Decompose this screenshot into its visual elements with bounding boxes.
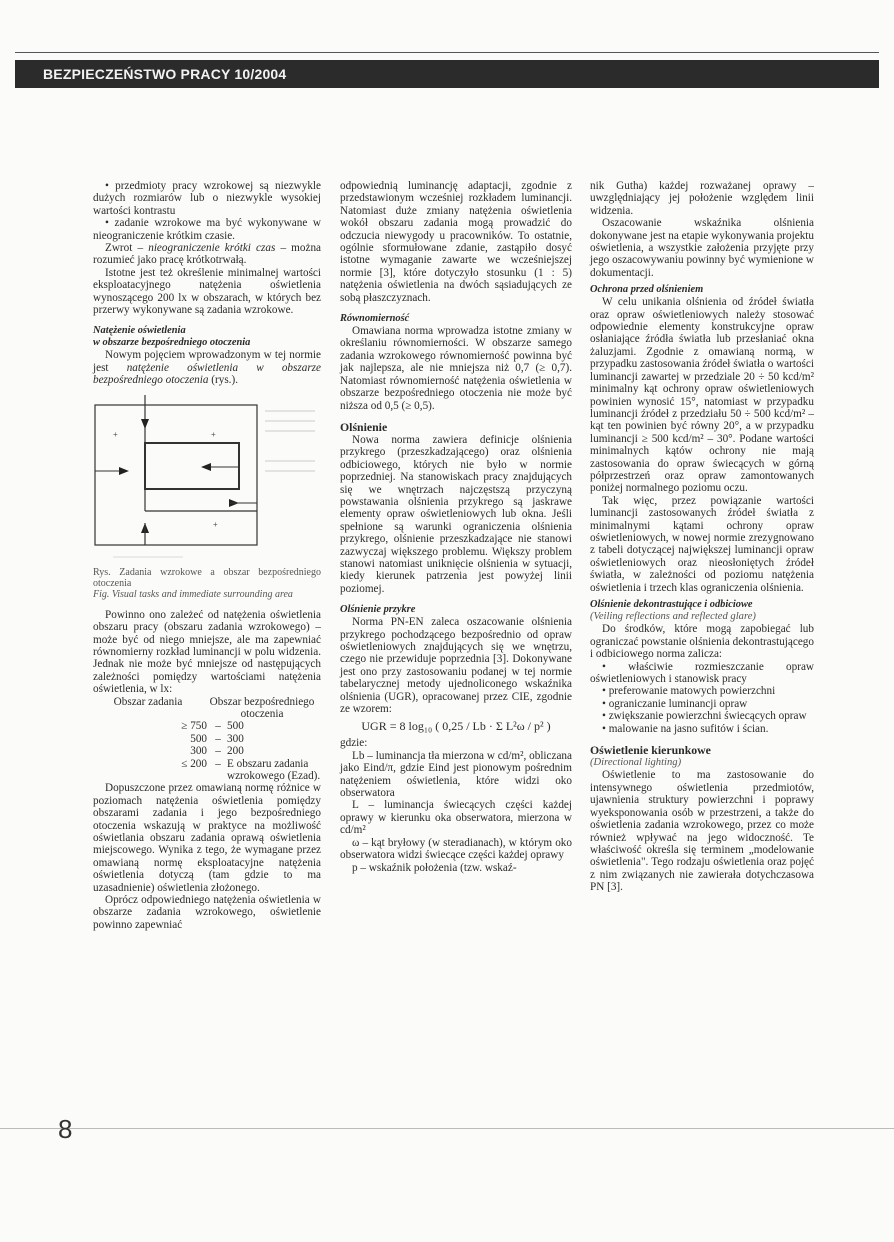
- paragraph: Powinno ono zależeć od natężenia oświetlenia obszaru pracy (obszaru zadania wzrokowego) – może być od niego mniejsze, ale ma zapewniać równomierny rozkład luminancji w polu widzenia. Jednak nie może być mniejsze od następujących zależności pomiędzy wartościami natężenia oświetlenia, w lx:: [93, 608, 321, 696]
- figure-diagram: [93, 391, 321, 561]
- italic-text: natężenie oświetlenia w obszarze bezpośredniego otoczenia: [93, 361, 321, 387]
- section-heading: Olśnienie: [340, 419, 388, 434]
- text: – można rozumieć jako pracę krótkotrwałą.: [93, 242, 321, 267]
- paragraph: gdzie:: [340, 737, 368, 750]
- paragraph: [93, 242, 321, 267]
- section-heading: w obszarze bezpośredniego otoczenia: [93, 337, 251, 349]
- list-item: • malowanie na jasno sufitów i ścian.: [602, 722, 769, 735]
- paragraph: • przedmioty pracy wzrokowej są niezwykle dużych rozmiarów lub o niezwykle wysokiej wartości kontrastu: [93, 180, 321, 217]
- svg-text:+: +: [211, 429, 216, 439]
- column-1: [93, 180, 321, 931]
- table-cell: ≥ 750: [181, 720, 207, 733]
- figure-caption: Rys. Zadania wzrokowe a obszar bezpośredniego otoczenia: [93, 566, 321, 589]
- table-cell: –: [215, 732, 221, 745]
- table-cell: –: [215, 720, 221, 733]
- table-cell: –: [215, 745, 221, 758]
- paragraph: • zadanie wzrokowe ma być wykonywane w nieograniczenie krótkim czasie.: [93, 217, 321, 242]
- section-heading: Olśnienie dekontrastujące i odbiciowe: [590, 599, 753, 610]
- table-row: [93, 745, 321, 757]
- paragraph: Nowa norma zawiera definicje olśnienia przykrego (przeszkadzającego) oraz olśnienia odbiciowego, których nie było w normie poprzedniej. Na stanowiskach pracy znajdujących się we wnętrzach najczęstszą przyczyną powstawania olśnienia przykrego są jaskrawe elementy opraw oświetleniowych lub okna. Jeśli spełnione są warunki ograniczenia olśnienia przykrego, olśnienie przeszkadzające nie stanowi zazwyczaj większego problemu. Większy problem stanowi natomiast uniknięcie olśnienia w sytuacji, kiedy kierunek patrzenia jest powyżej linii poziomej.: [340, 433, 572, 595]
- list-item: • właściwie rozmieszczanie opraw oświetleniowych i stanowisk pracy: [590, 660, 814, 686]
- paragraph: Lb – luminancja tła mierzona w cd/m², obliczana jako Eind/π, gdzie Eind jest pionowym pośrednim natężeniem oświetlenia, które widzi oko obserwatora: [340, 749, 572, 800]
- list-item: • preferowanie matowych powierzchni: [602, 685, 776, 698]
- table-cell: 500: [190, 732, 207, 745]
- section-heading: Olśnienie przykre: [340, 604, 416, 616]
- table-body: [93, 720, 321, 782]
- text: Nowym pojęciem wprowadzonym w tej normie jest: [93, 349, 321, 374]
- section-heading: Oświetlenie kierunkowe: [590, 743, 711, 758]
- top-rule: [15, 52, 879, 53]
- paragraph: W celu unikania olśnienia od źródeł światła oraz opraw oświetleniowych należy stosować odpowiednie elementy konstrukcyjne opraw osłaniające źródła światła lub przesłaniać okna żaluzjami. Zgodnie z omawianą normą, w przypadku zastosowania źródeł światła o wartości luminancji zawartej w przedziale 20 ÷ 50 kcd/m² minimalny kąt ochrony opraw oświetleniowych powinien wynosić 15°, natomiast w przypadku luminancji źródeł z przedziału 50 ÷ 500 kcd/m² – kąt ten powinien być równy 20°, a w przypadku luminancji ≥ 500 kcd/m² – 30°. Podane wartości minimalnych kątów ochrony nie mają zastosowania do opraw świecących w górną półprzestrzeń oraz opraw zamontowanych poniżej normalnego poziomu oczu.: [590, 296, 814, 495]
- paragraph: odpowiednią luminancję adaptacji, zgodnie z przedstawionym wcześniej rozkładem luminancji. Natomiast duże zmiany natężenia oświetlenia wokół obszaru zadania mogą prowadzić do odczucia niewygody u pracowników. To ostatnie, ogólnie sformułowane zdanie, zastąpiło dosyć istotne wymaganie zawarte we wcześniejszej normie [3], które dotyczyło stosunku (1 : 5) natężenia oświetlenia na dwóch sąsiadujących ze sobą płaszczyznach.: [340, 180, 572, 304]
- section-heading: Natężenie oświetlenia: [93, 325, 186, 337]
- section-heading: Równomierność: [340, 313, 410, 325]
- table-cell: –: [215, 757, 221, 770]
- paragraph: Do środków, które mogą zapobiegać lub ograniczać powstanie olśnienia dekontrastującego i odbiciowego norma zalicza:: [590, 623, 814, 661]
- table-header-cell: Obszar bezpośredniego otoczenia: [209, 695, 315, 720]
- table-header-cell: Obszar zadania: [113, 695, 183, 708]
- table-cell: ≤ 200: [181, 757, 207, 770]
- paragraph: ω – kąt bryłowy (w steradianach), w którym oko obserwatora widzi świecące części każdej oprawy: [340, 836, 572, 862]
- paragraph: L – luminancja świecących części każdej oprawy w kierunku oka obserwatora, mierzona w cd/m²: [340, 799, 572, 837]
- figure-caption-english: Fig. Visual tasks and immediate surrounding area: [93, 588, 293, 600]
- paragraph: Omawiana norma wprowadza istotne zmiany w określaniu równomierności. W obszarze samego zadania wzrokowego równomierność powinna być jak najlepsza, ale nie mniejsza niż 0,7 (≥ 0,7). Natomiast równomierność natężenia oświetlenia w obszarze bezpośredniego otoczenia nie może być niższa od 0,5 (≥ 0,5).: [340, 325, 572, 412]
- table-cell: 500: [227, 720, 244, 733]
- journal-header: [15, 60, 879, 88]
- table-cell: 300: [227, 732, 244, 745]
- footer-rule: [0, 1128, 894, 1129]
- journal-title: BEZPIECZEŃSTWO PRACY 10/2004: [43, 66, 287, 82]
- paragraph: Dopuszczone przez omawianą normę różnice w poziomach natężenia oświetlenia pomiędzy obszarami zadania i jego bezpośredniego otoczenia wskazują w praktyce na możliwość oświetlania obszaru zadania oprawą oświetlenia miejscowego. Wynika z tego, że wymagane przez omawianą normę eksploatacyjne natężenia oświetlenia dotyczą (tam gdzie to ma uzasadnienie) oświetlenia złożonego.: [93, 782, 321, 894]
- list-item: • ograniczanie luminancji opraw: [602, 697, 748, 710]
- text: (rys.).: [208, 374, 238, 387]
- text: Zwrot –: [105, 242, 149, 255]
- table-row: [93, 733, 321, 745]
- table-row: [93, 720, 321, 732]
- ugr-formula: UGR = 8 log₁₀ ( 0,25 / Lb · Σ L²ω / p² ): [361, 719, 551, 734]
- paragraph: Istotne jest też określenie minimalnej wartości eksploatacyjnego natężenia oświetlenia wynoszącego 200 lx w obszarach, w których bez przerwy wykonywane są zadania wzrokowe.: [93, 266, 321, 317]
- table-row: [93, 758, 321, 783]
- paragraph: Tak więc, przez powiązanie wartości luminancji zastosowanych źródeł światła z minimalnymi kątami ochrony opraw oświetleniowych, w nowej normie zrezygnowano z tabeli dotyczącej największej luminancji opraw oświetleniowych oraz nieosłoniętych źródeł światła, w zależności od poziomu natężenia oświetlenia i trzech klas ograniczenia olśnienia.: [590, 494, 814, 594]
- column-2: [340, 180, 572, 874]
- figure-visual-task-diagram: [93, 391, 321, 561]
- table-cell: 200: [227, 745, 244, 758]
- list-item: • zwiększanie powierzchni świecących opraw: [602, 710, 807, 723]
- paragraph: [93, 349, 321, 386]
- table-header: [93, 696, 321, 721]
- svg-text:+: +: [213, 519, 218, 529]
- table-cell: 300: [190, 745, 207, 758]
- section-heading: Ochrona przed olśnieniem: [590, 284, 704, 296]
- column-3: [590, 180, 814, 894]
- section-subheading: (Directional lighting): [590, 757, 682, 769]
- paragraph: Oświetlenie to ma zastosowanie do intensywnego oświetlenia przedmiotów, ujawnienia struktury powierzchni i poprawy wyeksponowania osób w przestrzeni, a także do oświetlenia zadania wzrokowego, przez co może również wpływać na jego widoczność. Te właściwość określa się terminem „modelowanie oświetlenia". Tego rodzaju oświetlenia oraz pojęć z nim związanych nie zawierała dotychczasowa PN [3].: [590, 769, 814, 894]
- paragraph: Oszacowanie wskaźnika olśnienia dokonywane jest na etapie wykonywania projektu oświetlenia, a wszystkie założenia przyjęte przy jego oszacowywaniu powinny być wymienione w dokumentacji.: [590, 217, 814, 279]
- paragraph: Oprócz odpowiedniego natężenia oświetlenia w obszarze zadania wzrokowego, oświetlenie powinno zapewniać: [93, 894, 321, 931]
- table-cell: E obszaru zadania wzrokowego (Ezad).: [227, 757, 321, 782]
- section-subheading: (Veiling reflections and reflected glare): [590, 611, 756, 622]
- paragraph: Norma PN-EN zaleca oszacowanie olśnienia przykrego pochodzącego bezpośrednio od opraw oświetleniowych znajdujących się we wnętrzu, czego nie przewiduje poprzednia [3]. Dokonywane jest ono przy zastosowaniu podanej w tej normie tabelarycznej metody ujednoliconego wskaźnika olśnienia (UGR), opracowanej przez CIE, zgodnie ze wzorem:: [340, 616, 572, 716]
- paragraph: p – wskaźnik położenia (tzw. wskaź-: [352, 861, 517, 874]
- italic-text: nieograniczenie krótki czas: [148, 242, 276, 255]
- page-number: 8: [58, 1114, 73, 1144]
- paragraph: nik Gutha) każdej rozważanej oprawy – uwzględniający jej położenie względem linii widzenia.: [590, 180, 814, 217]
- svg-text:+: +: [113, 429, 118, 439]
